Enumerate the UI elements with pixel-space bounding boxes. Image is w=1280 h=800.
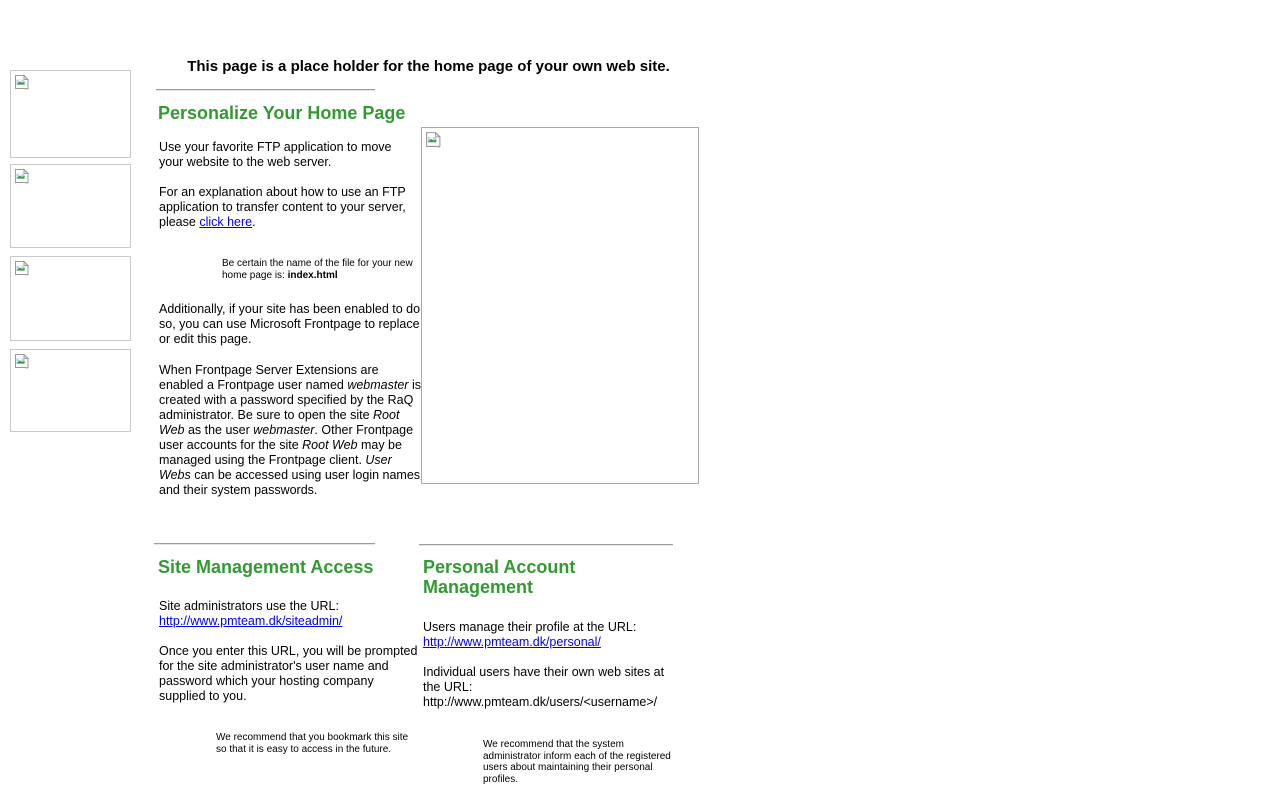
- user-webs-term: User Webs: [159, 453, 392, 482]
- divider: [154, 543, 375, 545]
- paragraph-text: .: [252, 215, 256, 229]
- broken-image-placeholder: [10, 164, 131, 248]
- bookmark-note: We recommend that you bookmark this site so that it is easy to access in the future.: [216, 732, 409, 755]
- site-admin-password-paragraph: Once you enter this URL, you will be prompted for the site administrator's user name and password which your hosting company supplied to you.: [159, 644, 418, 703]
- broken-image-icon: [14, 74, 30, 90]
- paragraph-text: can be accessed using user login names and their system passwords.: [159, 468, 421, 497]
- profile-url-paragraph: [423, 620, 683, 650]
- user-sites-paragraph: [423, 665, 683, 710]
- personal-url-link[interactable]: http://www.pmteam.dk/personal/: [423, 635, 601, 649]
- paragraph-text: Site administrators use the URL:: [159, 599, 339, 613]
- webmaster-term: webmaster: [347, 378, 409, 392]
- click-here-link[interactable]: click here: [199, 215, 253, 229]
- index-html-filename: index.html: [287, 269, 338, 281]
- paragraph-text: When Frontpage Server Extensions are enabled a Frontpage user named: [159, 363, 379, 392]
- root-web-term: Root Web: [302, 438, 358, 452]
- users-url-text: http://www.pmteam.dk/users/<username>/: [423, 695, 658, 709]
- divider: [419, 544, 673, 546]
- broken-image-placeholder: [10, 70, 131, 158]
- paragraph-text: as the user: [184, 423, 254, 437]
- index-html-note: [222, 258, 418, 281]
- broken-image-icon: [14, 353, 30, 369]
- site-admin-url-paragraph: [159, 599, 419, 629]
- section-heading-site-management: Site Management Access: [158, 557, 374, 577]
- frontpage-extensions-paragraph: [159, 363, 421, 498]
- webmaster-term: webmaster: [253, 423, 315, 437]
- paragraph-text: Users manage their profile at the URL:: [423, 620, 637, 634]
- note-text: Be certain the name of the file for your new home page is:: [222, 258, 413, 281]
- root-web-term: Root Web: [159, 408, 400, 437]
- frontpage-paragraph: Additionally, if your site has been enabled to do so, you can use Microsoft Frontpage to replace or edit this page.: [159, 302, 421, 346]
- broken-image-icon: [14, 168, 30, 184]
- broken-image-icon: [425, 131, 442, 148]
- page-title: This page is a place holder for the home page of your own web site.: [187, 58, 670, 75]
- ftp-move-paragraph: Use your favorite FTP application to move your website to the web server.: [159, 140, 392, 169]
- paragraph-text: may be managed using the Frontpage client.: [159, 438, 402, 467]
- broken-image-icon: [14, 260, 30, 276]
- paragraph-text: Individual users have their own web sites at the URL:: [423, 665, 665, 694]
- ftp-explanation-paragraph: [159, 185, 417, 230]
- section-heading-personal-account: Personal Account Management: [423, 557, 576, 597]
- broken-image-main: [421, 127, 699, 484]
- divider: [156, 89, 375, 91]
- broken-image-placeholder: [10, 349, 131, 432]
- paragraph-text: is created with a password specified by the RaQ administrator. Be sure to open the site: [159, 378, 421, 422]
- siteadmin-url-link[interactable]: http://www.pmteam.dk/siteadmin/: [159, 614, 343, 628]
- paragraph-text: For an explanation about how to use an FTP application to transfer content to your server, please: [159, 185, 406, 229]
- broken-image-placeholder: [10, 256, 131, 341]
- paragraph-text: . Other Frontpage user accounts for the site: [159, 423, 414, 452]
- admin-inform-note: We recommend that the system administrator inform each of the registered users about maintaining their personal profiles.: [483, 739, 671, 785]
- section-heading-personalize: Personalize Your Home Page: [158, 103, 406, 123]
